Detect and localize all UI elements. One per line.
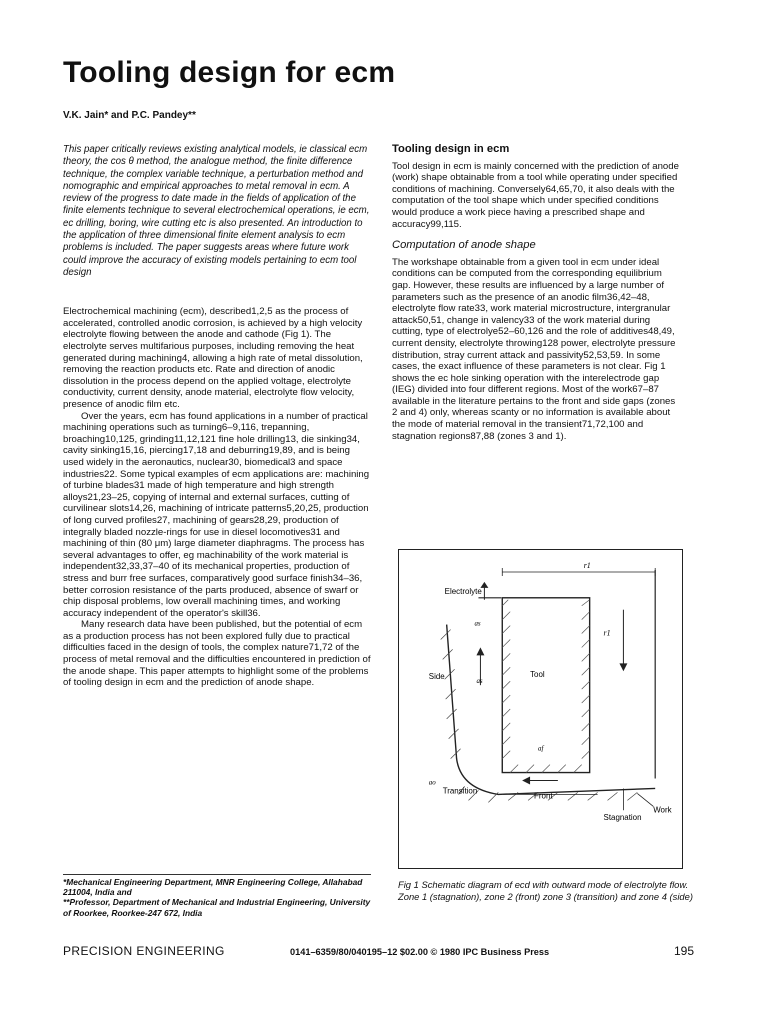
body-paragraph: Tool design in ecm is mainly concerned with the prediction of anode (work) shape obtainable from a tool while operating under specified conditions of machining. Conversely64,65,70, it also deals with the computation of the tool shape which under specified conditions would produce a work piece having a prescribed shape and accuracy99,115.	[392, 160, 679, 230]
footer-code: 0141–6359/80/040195–12 $02.00 © 1980 IPC Business Press	[290, 947, 550, 957]
body-paragraph: Electrochemical machining (ecm), described1,2,5 as the process of accelerated, controlled anodic corrosion, is achieved by a high velocity electrolyte flowing between the anode and cathode (Fig 1). The electrolyte serves multifarious purposes, including removing the heat generated during machining4, allowing a high rate of metal dissolution, removing the reaction products etc. Rate and direction of anodic dissolution in the process depend on the applied voltage, electrolyte conductivity, current density, anode material, electrolyte flow velocity, presence of anodic film etc.	[63, 306, 363, 411]
right-column	[392, 144, 683, 442]
label-as-mid: as	[476, 677, 483, 686]
body-paragraph: Over the years, ecm has found applications in a number of practical machining operations such as turning6–9,116, trepanning, broaching10,125, grinding11,12,121 fine hole drilling13, die sinking34, cavity sinking15,16, piercing17,18 and deburring19,89, and is being used widely in the aeronautics, nuclear30, biomedical3 and space industries22. Some typical examples of ecm applications are: machining of turbine blades31 made of high temperature and high strength alloys21,23–25, copying of internal and external surfaces, cutting of curvilinear slots14,26, machining of intricate patterns5,20,25, production of long curved profiles27, machining of gears28,29, production of integrally bladed nozzle-rings for use in diesel locomotives31 and machining of thin (80 μm) large diameter diaphragms. The process has several advantages to offer, eg machinability of the work material is independent32,33,37–40 of its mechanical properties, production of stress and burr free surfaces, comparatively good surface finish34–36, better corrosion resistance of the parts produced, absence of swarf or chip disposal problems, low overall machining times, and working accuracy independent of the operator's skill36.	[63, 410, 370, 619]
label-ao: ao	[428, 778, 436, 787]
left-column	[63, 144, 371, 689]
figure-caption: Fig 1 Schematic diagram of ecd with outward mode of electrolyte flow. Zone 1 (stagnation), zone 2 (front) zone 3 (transition) and zone 4 (side)	[398, 879, 693, 902]
footnotes	[63, 874, 371, 918]
figure-1-diagram	[398, 549, 683, 869]
label-electrolyte: Electrolyte	[444, 586, 482, 596]
label-side: Side	[428, 672, 445, 682]
label-work: Work	[653, 805, 672, 815]
body-paragraph: The workshape obtainable from a given tool in ecm under ideal conditions can be computed from the corresponding equilibrium gap. However, these results are influenced by a large number of parameters such as the presence of an anodic film36,42–48, electrolyte flow rate33, work material microstructure, intergranular attack50,51, change in valency33 of the work material during cutting, type of electrolye52–60,126 and the role of additives48,49, current density, electrolyte throwing128 power, electrolyte pressure distribution, stray current attack and passivity52,53,59. In some cases, the exact influence of these parameters is not clear. Fig 1 shows the ec hole sinking operation with the interelectrode gap (IEG) divided into four different regions. Most of the work67–87 available in the literature pertains to the front and side gaps (zones 2 and 4) only, whereas scanty or no information is available about the mode of material removal in the transient71,72,100 and stagnation regions87,88 (zones 3 and 1).	[392, 256, 676, 442]
label-stagnation: Stagnation	[603, 813, 642, 823]
label-front: Front	[534, 791, 553, 801]
footer-page-number: 195	[674, 944, 695, 958]
paper-authors: V.K. Jain* and P.C. Pandey**	[63, 110, 196, 121]
abstract: This paper critically reviews existing analytical models, ie classical ecm theory, the cos θ method, the analogue method, the finite difference technique, the complex variable technique, a perturbation method and nomographic and empirical approaches to metal removal in ecm. A review of the progress to date made in the fields of application of the finite elements technique to several electrochemical operations, ie ecm, ec drilling, boring, wire cutting etc is also presented. An introduction to the application of three dimensional finite element analysis to ecm problems is included. The paper suggests areas where future work could improve the accuracy of existing models pertaining to ecm tool design	[63, 144, 370, 278]
label-tool: Tool	[530, 670, 545, 680]
label-as-top: as	[474, 619, 481, 628]
ecm-schematic	[399, 550, 682, 868]
body-paragraph: Many research data have been published, but the potential of ecm as a production process has not been explored fully due to practical difficulties faced in the design of tools, the complex nature71,72 of the process of metal removal and the difficulties encountered in prediction of the anode shape. This paper attempts to highlight some of the problems of tooling design in ecm and the prediction of anode shape.	[63, 619, 371, 689]
paper-title: Tooling design for ecm	[63, 56, 396, 89]
footnote-affiliation-2: **Professor, Department of Mechanical and Industrial Engineering, University of Roorkee, Roorkee-247 672, India	[63, 897, 371, 918]
label-transition: Transition	[442, 786, 478, 796]
section-heading: Tooling design in ecm	[392, 143, 510, 155]
subsection-heading: Computation of anode shape	[392, 239, 536, 252]
label-af: af	[538, 744, 544, 753]
label-r1-top: r1	[583, 560, 591, 570]
label-r1-side: r1	[603, 628, 611, 638]
footnote-affiliation-1: *Mechanical Engineering Department, MNR Engineering College, Allahabad 211004, India and	[63, 877, 363, 898]
footer-journal: PRECISION ENGINEERING	[63, 944, 225, 958]
